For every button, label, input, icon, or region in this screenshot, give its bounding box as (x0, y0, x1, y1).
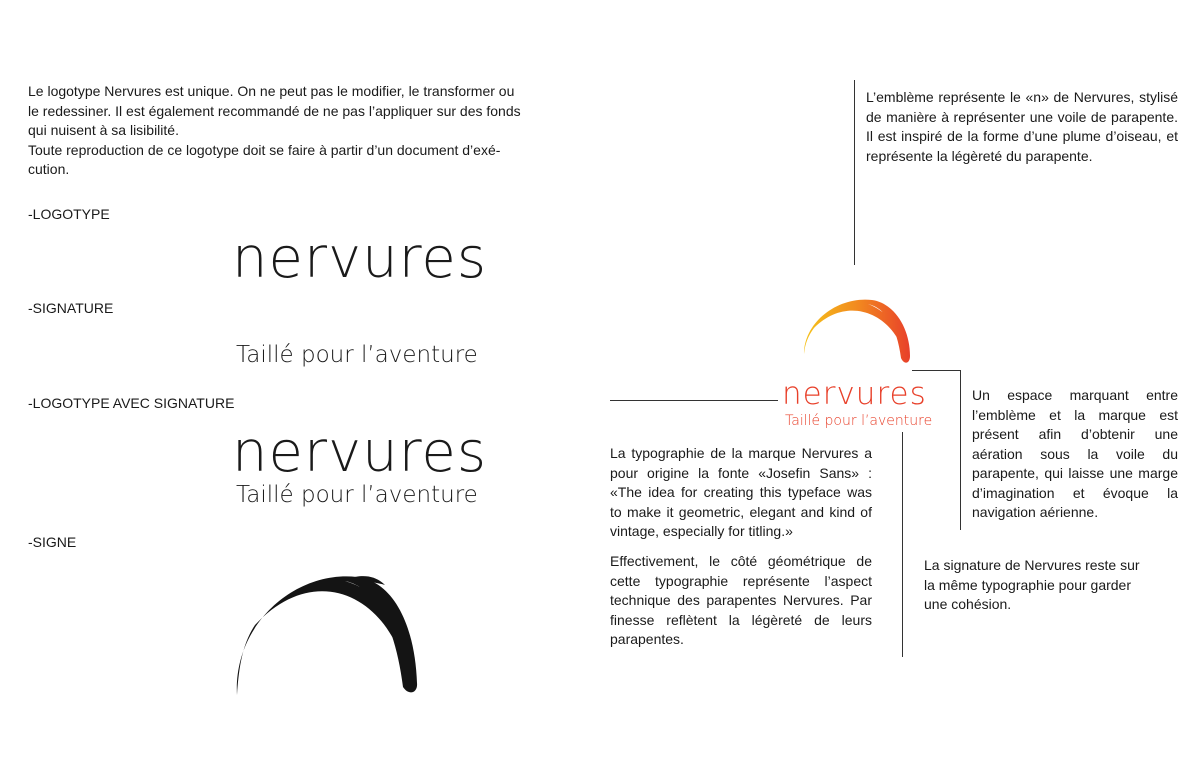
divider-horizontal-right (912, 370, 960, 371)
space-description: Un espace marquant entre l’emblème et la marque est présent afin d’obtenir une aération sous la voile du parapente, qui laisse une marge d’imagination et évoque la navigation aérienne. (972, 387, 1178, 520)
signe-emblem-icon (225, 565, 425, 700)
combined-tagline: Taillé pour l’aventure (236, 482, 478, 508)
emblem-description: L’emblème représente le «n» de Nervures, stylisé de manière à représenter une voile de parapente. Il est inspiré de la forme d’une plume d’oiseau, et représente la légèreté du parapente. (866, 89, 1178, 164)
divider-vertical-right-top (960, 370, 961, 530)
label-logotype-avec-signature: -LOGOTYPE AVEC SIGNATURE (28, 395, 235, 411)
intro-line: Le logotype Nervures est unique. On ne peut pas le modifier, le transformer ou (28, 83, 515, 99)
intro-line: cution. (28, 161, 70, 177)
intro-paragraph (28, 82, 568, 180)
intro-line: qui nuisent à sa lisibilité. (28, 122, 179, 138)
intro-line: Toute reproduction de ce logotype doit se faire à partir d’un document d’exé- (28, 141, 501, 158)
typography-effect: Effectivement, le côté géométrique de cette typographie représente l’aspect technique des parapentes Nervures. Par finesse reflètent la légèreté de leurs parapentes. (610, 553, 872, 647)
emblem-wing-path (237, 576, 417, 695)
divider-vertical-middle (902, 432, 903, 657)
color-emblem-icon (798, 294, 918, 369)
label-signature: -SIGNATURE (28, 300, 114, 316)
typography-description: La typographie de la marque Nervures a pour origine la fonte «Josefin Sans» : «The idea for creating this typeface was to make it geometric, elegant and kind of vintage, especially for titling.» (610, 445, 872, 539)
label-signe: -SIGNE (28, 534, 77, 550)
signature-description: La signature de Nervures reste sur la même typographie pour garder une cohésion. (924, 557, 1140, 612)
signature-tagline: Taillé pour l’aventure (236, 342, 478, 368)
label-logotype: -LOGOTYPE (28, 206, 110, 222)
color-tagline: Taillé pour l’aventure (785, 413, 933, 429)
color-wordmark: nervures (782, 376, 927, 412)
divider-horizontal-left (610, 400, 778, 401)
divider-vertical-top (854, 80, 855, 265)
logotype-wordmark: nervures (232, 226, 488, 291)
combined-wordmark: nervures (232, 420, 488, 485)
intro-line: le redessiner. Il est également recommandé de ne pas l’appliquer sur des fonds (28, 102, 521, 119)
